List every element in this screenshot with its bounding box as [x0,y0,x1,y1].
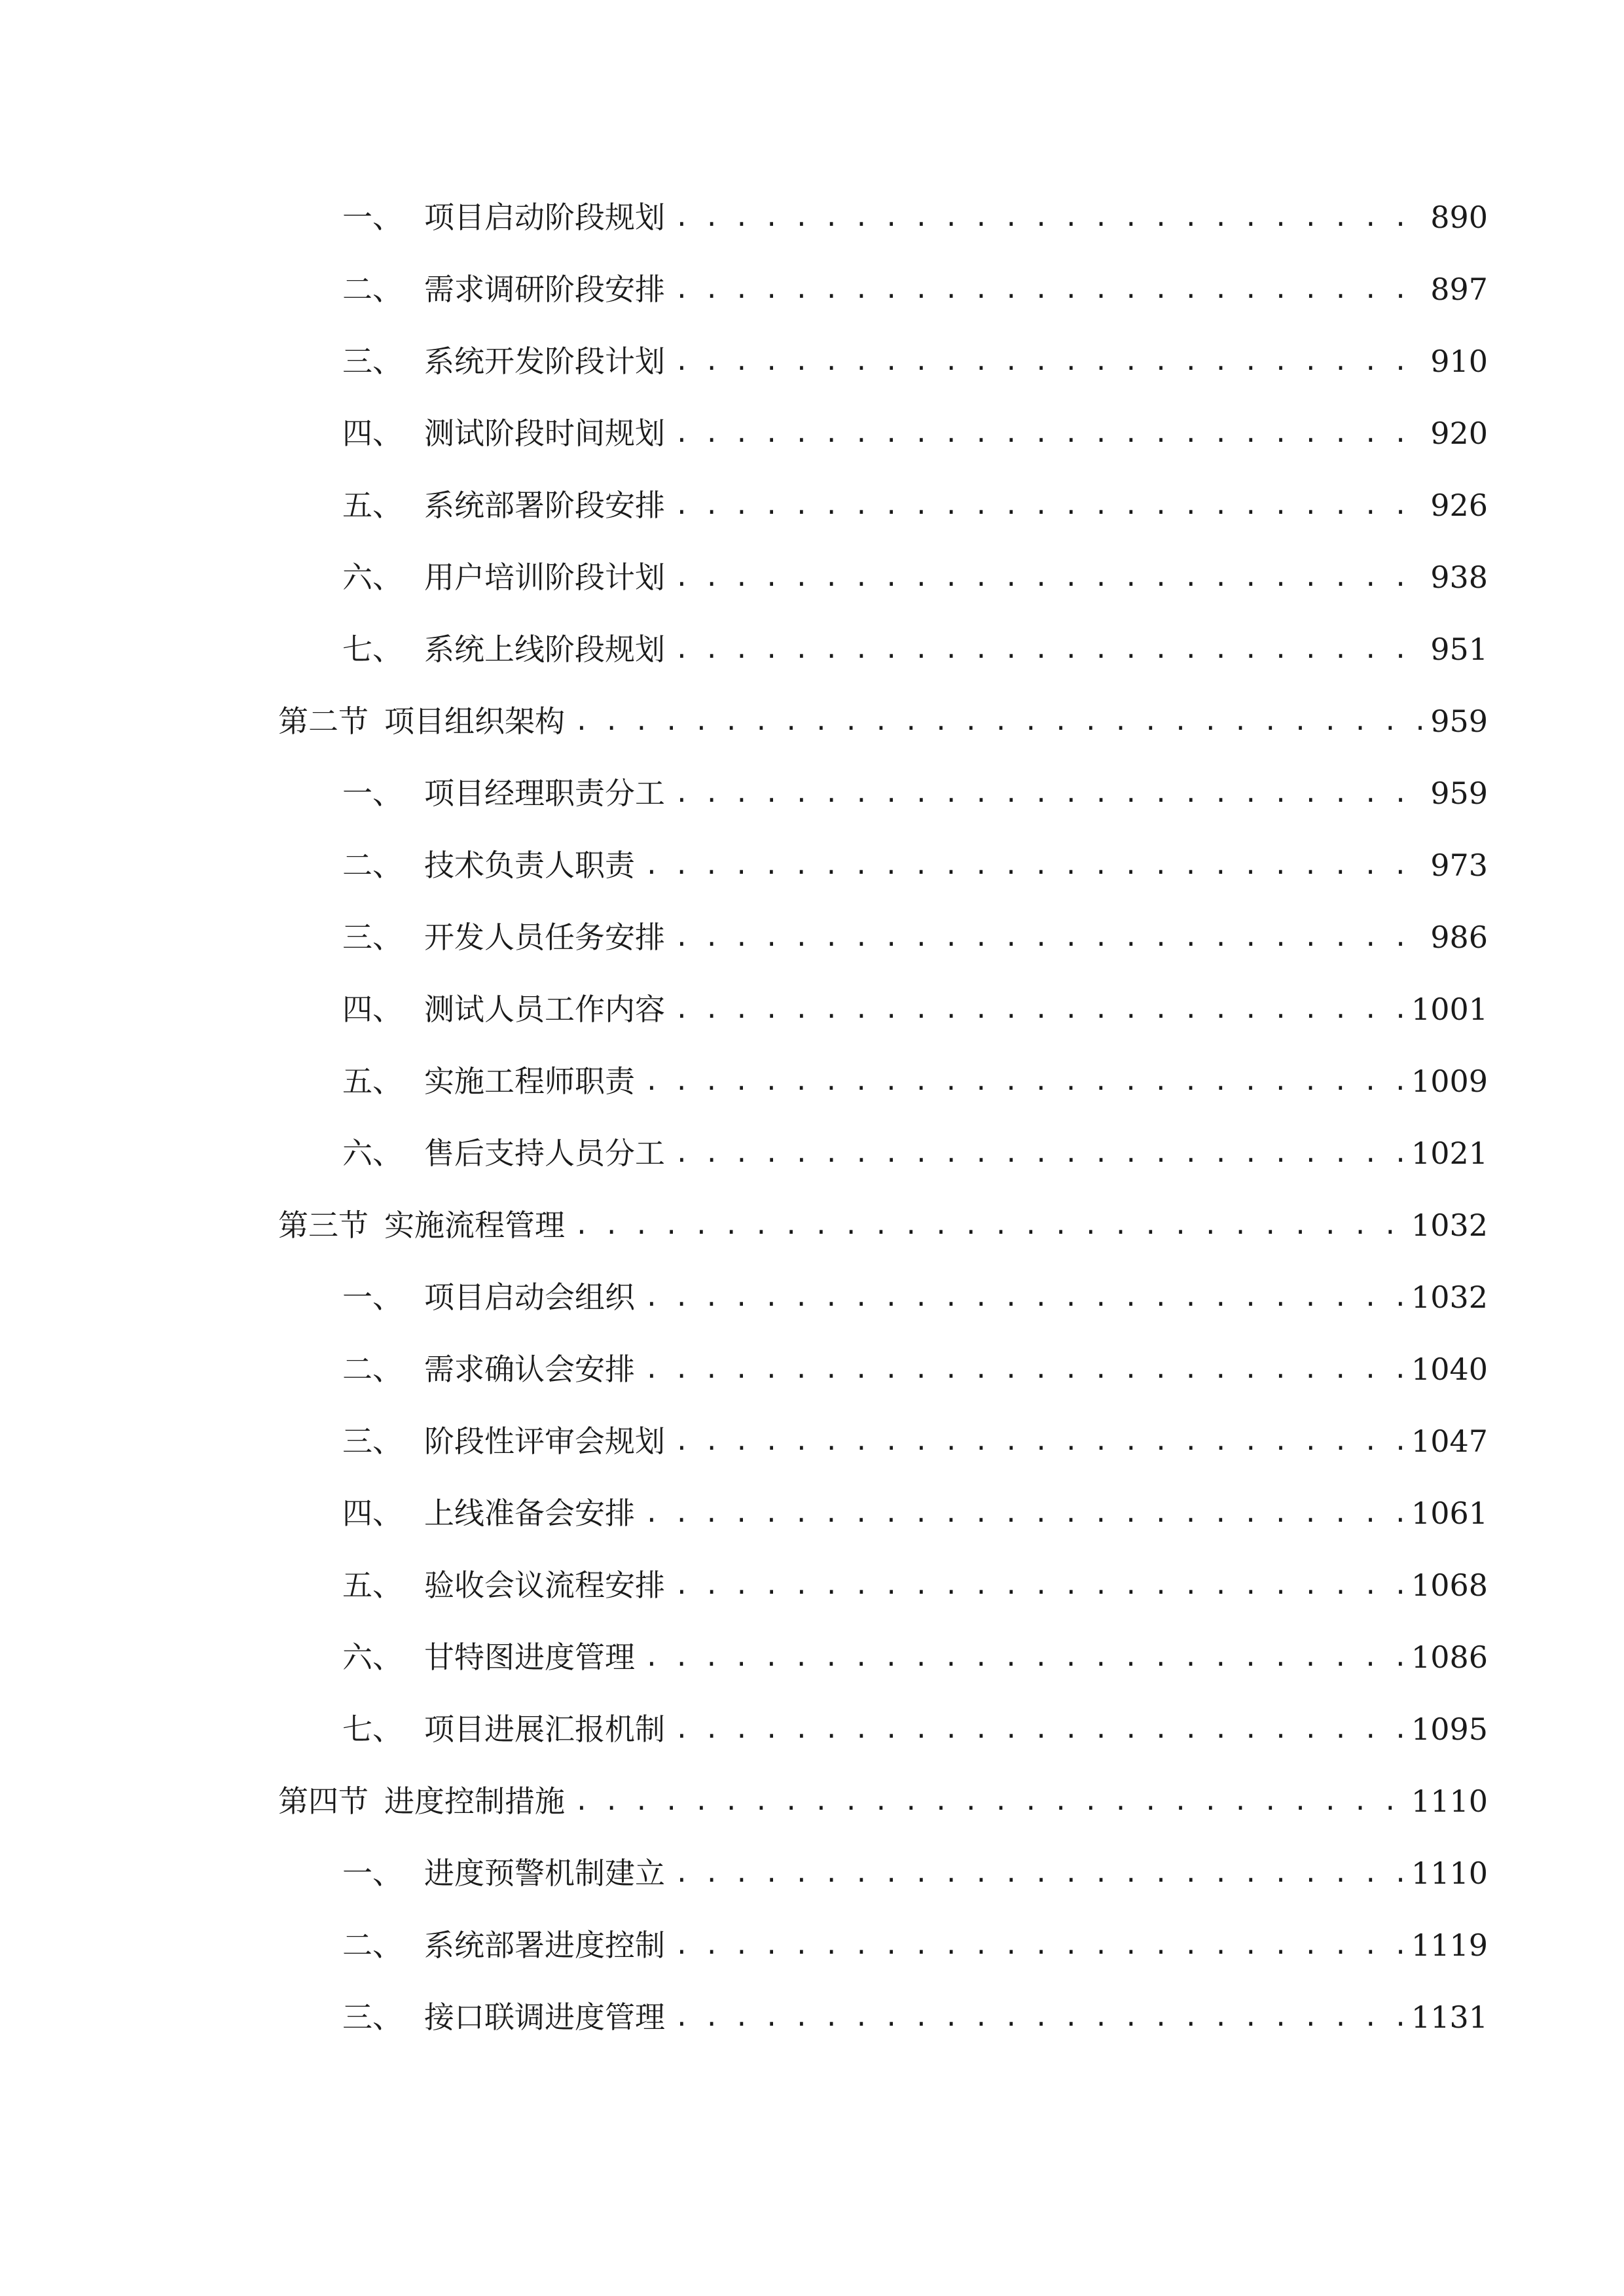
toc-entry-page: 1032 [1411,1280,1488,1315]
toc-entry[interactable] [342,1271,1488,1323]
toc-entry[interactable] [342,983,1488,1035]
toc-entry-number: 六、 [342,560,403,595]
toc-entry-page: 1119 [1411,1928,1488,1963]
toc-entry-number: 三、 [342,344,403,379]
toc-entry-title: 进度预警机制建立 [424,1856,665,1891]
toc-entry-page: 920 [1430,416,1488,451]
toc-entry[interactable] [342,623,1488,675]
toc-section-entry[interactable] [278,1775,1488,1827]
toc-section-number: 第二节 [278,704,369,739]
toc-entry-title: 甘特图进度管理 [424,1640,635,1675]
toc-entry[interactable] [342,1919,1488,1971]
toc-entry-page: 1095 [1411,1712,1488,1747]
toc-entry-page: 1047 [1411,1424,1488,1459]
toc-entry-number: 七、 [342,1712,403,1747]
toc-dot-leader [674,1847,1405,1899]
toc-entry-number: 一、 [342,200,403,235]
toc-entry-page: 1009 [1411,1064,1488,1099]
toc-dot-leader [674,551,1424,603]
toc-dot-leader [674,1559,1405,1611]
toc-entry-page: 973 [1430,848,1488,883]
toc-entry[interactable] [342,1991,1488,2043]
toc-dot-leader [644,839,1424,891]
toc-entry-page: 1021 [1411,1136,1488,1171]
toc-entry[interactable] [342,191,1488,243]
toc-section-title: 项目组织架构 [384,704,565,739]
toc-entry-page: 959 [1430,704,1488,739]
toc-entry[interactable] [342,839,1488,891]
toc-entry-number: 一、 [342,1280,403,1315]
toc-dot-leader [644,1055,1405,1107]
toc-dot-leader [674,767,1424,819]
toc-entry-title: 需求确认会安排 [424,1352,635,1387]
toc-entry[interactable] [342,1127,1488,1179]
toc-section-number: 第四节 [278,1784,369,1819]
toc-entry-number: 四、 [342,1496,403,1531]
toc-dot-leader [674,1415,1405,1467]
toc-dot-leader [644,1271,1405,1323]
toc-entry-number: 二、 [342,848,403,883]
toc-section-entry[interactable] [278,695,1488,747]
toc-entry-page: 959 [1430,776,1488,811]
toc-entry-page: 938 [1430,560,1488,595]
toc-entry-title: 用户培训阶段计划 [424,560,665,595]
toc-entry-page: 1086 [1411,1640,1488,1675]
toc-dot-leader [674,1991,1405,2043]
toc-dot-leader [674,191,1424,243]
toc-entry-number: 二、 [342,1928,403,1963]
toc-entry[interactable] [342,767,1488,819]
toc-dot-leader [574,695,1424,747]
toc-entry-title: 阶段性评审会规划 [424,1424,665,1459]
toc-entry-title: 系统部署阶段安排 [424,488,665,523]
toc-entry[interactable] [342,1055,1488,1107]
toc-entry-number: 三、 [342,1424,403,1459]
toc-entry-title: 实施工程师职责 [424,1064,635,1099]
toc-dot-leader [674,911,1424,963]
toc-entry-title: 项目启动阶段规划 [424,200,665,235]
toc-entry-title: 验收会议流程安排 [424,1568,665,1603]
toc-entry[interactable] [342,263,1488,315]
toc-dot-leader [674,479,1424,531]
toc-entry-page: 986 [1430,920,1488,955]
toc-entry-page: 926 [1430,488,1488,523]
toc-entry-number: 六、 [342,1136,403,1171]
toc-entry-page: 890 [1430,200,1488,235]
toc-entry-page: 910 [1430,344,1488,379]
toc-entry-number: 二、 [342,272,403,307]
toc-entry-title: 技术负责人职责 [424,848,635,883]
toc-dot-leader [674,623,1424,675]
toc-entry-page: 897 [1430,272,1488,307]
toc-entry-title: 上线准备会安排 [424,1496,635,1531]
toc-entry-page: 1040 [1411,1352,1488,1387]
toc-dot-leader [674,335,1424,387]
toc-entry-number: 五、 [342,1064,403,1099]
toc-entry-title: 测试阶段时间规划 [424,416,665,451]
toc-entry-title: 项目进展汇报机制 [424,1712,665,1747]
toc-entry-number: 三、 [342,920,403,955]
toc-entry-title: 接口联调进度管理 [424,2000,665,2035]
toc-dot-leader [644,1631,1405,1683]
toc-entry-title: 测试人员工作内容 [424,992,665,1027]
toc-entry-title: 需求调研阶段安排 [424,272,665,307]
toc-entry-number: 七、 [342,632,403,667]
toc-entry-number: 一、 [342,1856,403,1891]
toc-dot-leader [574,1775,1405,1827]
toc-entry[interactable] [342,479,1488,531]
toc-dot-leader [644,1487,1405,1539]
toc-dot-leader [674,983,1405,1035]
toc-entry-number: 五、 [342,1568,403,1603]
toc-entry-page: 1131 [1411,2000,1488,2035]
toc-dot-leader [644,1343,1405,1395]
toc-entry-title: 售后支持人员分工 [424,1136,665,1171]
toc-entry-number: 二、 [342,1352,403,1387]
toc-entry[interactable] [342,1631,1488,1683]
toc-entry-title: 开发人员任务安排 [424,920,665,955]
toc-entry-title: 系统部署进度控制 [424,1928,665,1963]
toc-entry[interactable] [342,1559,1488,1611]
toc-dot-leader [674,263,1424,315]
toc-entry[interactable] [342,911,1488,963]
toc-dot-leader [674,1127,1405,1179]
toc-entry-page: 1061 [1411,1496,1488,1531]
toc-entry-title: 项目经理职责分工 [424,776,665,811]
toc-entry-page: 1032 [1411,1208,1488,1243]
toc-dot-leader [674,1919,1405,1971]
toc-dot-leader [574,1199,1405,1251]
toc-entry-title: 系统上线阶段规划 [424,632,665,667]
toc-entry-number: 四、 [342,416,403,451]
toc-entry-title: 系统开发阶段计划 [424,344,665,379]
toc-entry[interactable] [342,1487,1488,1539]
toc-section-number: 第三节 [278,1208,369,1243]
toc-entry-page: 1110 [1411,1856,1488,1891]
toc-dot-leader [674,1703,1405,1755]
toc-section-title: 实施流程管理 [384,1208,565,1243]
toc-entry[interactable] [342,407,1488,459]
toc-entry[interactable] [342,1415,1488,1467]
toc-entry-number: 一、 [342,776,403,811]
toc-entry-number: 五、 [342,488,403,523]
toc-entry[interactable] [342,1847,1488,1899]
toc-entry[interactable] [342,335,1488,387]
toc-entry-number: 三、 [342,2000,403,2035]
toc-entry-number: 四、 [342,992,403,1027]
toc-section-title: 进度控制措施 [384,1784,565,1819]
toc-section-entry[interactable] [278,1199,1488,1251]
toc-entry-page: 1068 [1411,1568,1488,1603]
toc-entry[interactable] [342,1703,1488,1755]
toc-dot-leader [674,407,1424,459]
toc-entry-number: 六、 [342,1640,403,1675]
toc-entry-page: 1110 [1411,1784,1488,1819]
toc-entry-page: 951 [1430,632,1488,667]
toc-entry-page: 1001 [1411,992,1488,1027]
toc-entry-title: 项目启动会组织 [424,1280,635,1315]
toc-entry[interactable] [342,551,1488,603]
toc-entry[interactable] [342,1343,1488,1395]
